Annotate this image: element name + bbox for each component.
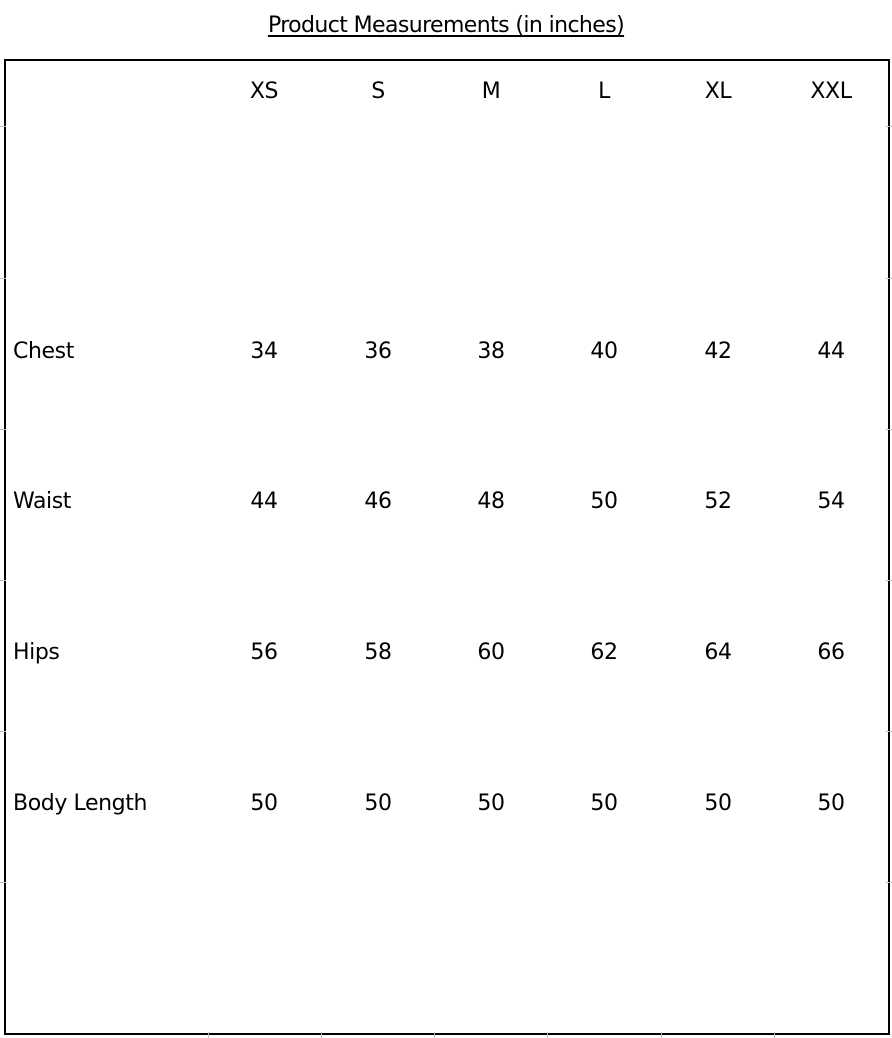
table-cell: 48 xyxy=(477,489,505,514)
row-divider-tick xyxy=(0,580,6,581)
table-cell: 50 xyxy=(704,791,732,816)
row-divider-tick xyxy=(0,882,6,883)
table-cell: 36 xyxy=(364,339,392,364)
row-divider-tick xyxy=(0,126,6,127)
table-cell: 46 xyxy=(364,489,392,514)
size-header-m: M xyxy=(481,79,501,104)
row-divider-tick xyxy=(886,731,892,732)
table-cell: 34 xyxy=(250,339,278,364)
table-cell: 62 xyxy=(590,640,618,665)
table-cell: 44 xyxy=(250,489,278,514)
table-cell: 38 xyxy=(477,339,505,364)
table-cell: 66 xyxy=(817,640,845,665)
table-cell: 58 xyxy=(364,640,392,665)
size-header-xs: XS xyxy=(249,79,279,104)
column-divider-tick xyxy=(434,1032,435,1038)
row-divider-tick xyxy=(0,429,6,430)
size-header-xl: XL xyxy=(704,79,732,104)
table-cell: 54 xyxy=(817,489,845,514)
table-cell: 50 xyxy=(364,791,392,816)
table-cell: 50 xyxy=(590,791,618,816)
row-divider-tick xyxy=(886,882,892,883)
row-divider-tick xyxy=(886,278,892,279)
measurements-table xyxy=(4,59,890,1035)
table-cell: 50 xyxy=(477,791,505,816)
table-cell: 50 xyxy=(250,791,278,816)
size-header-xxl: XXL xyxy=(810,79,852,104)
table-cell: 64 xyxy=(704,640,732,665)
row-divider-tick xyxy=(886,126,892,127)
table-cell: 50 xyxy=(590,489,618,514)
column-divider-tick xyxy=(661,1032,662,1038)
row-label-hips: Hips xyxy=(13,640,60,665)
row-label-chest: Chest xyxy=(13,339,74,364)
row-divider-tick xyxy=(0,278,6,279)
column-divider-tick xyxy=(208,1032,209,1038)
table-cell: 42 xyxy=(704,339,732,364)
row-divider-tick xyxy=(886,429,892,430)
column-divider-tick xyxy=(547,1032,548,1038)
row-label-body-length: Body Length xyxy=(13,791,148,816)
table-cell: 52 xyxy=(704,489,732,514)
table-cell: 50 xyxy=(817,791,845,816)
row-divider-tick xyxy=(886,580,892,581)
size-header-l: L xyxy=(598,79,610,104)
page-title: Product Measurements (in inches) xyxy=(267,13,625,38)
row-label-waist: Waist xyxy=(13,489,72,514)
table-cell: 44 xyxy=(817,339,845,364)
row-divider-tick xyxy=(0,731,6,732)
column-divider-tick xyxy=(321,1032,322,1038)
size-header-s: S xyxy=(371,79,385,104)
table-cell: 40 xyxy=(590,339,618,364)
table-cell: 60 xyxy=(477,640,505,665)
table-cell: 56 xyxy=(250,640,278,665)
column-divider-tick xyxy=(774,1032,775,1038)
